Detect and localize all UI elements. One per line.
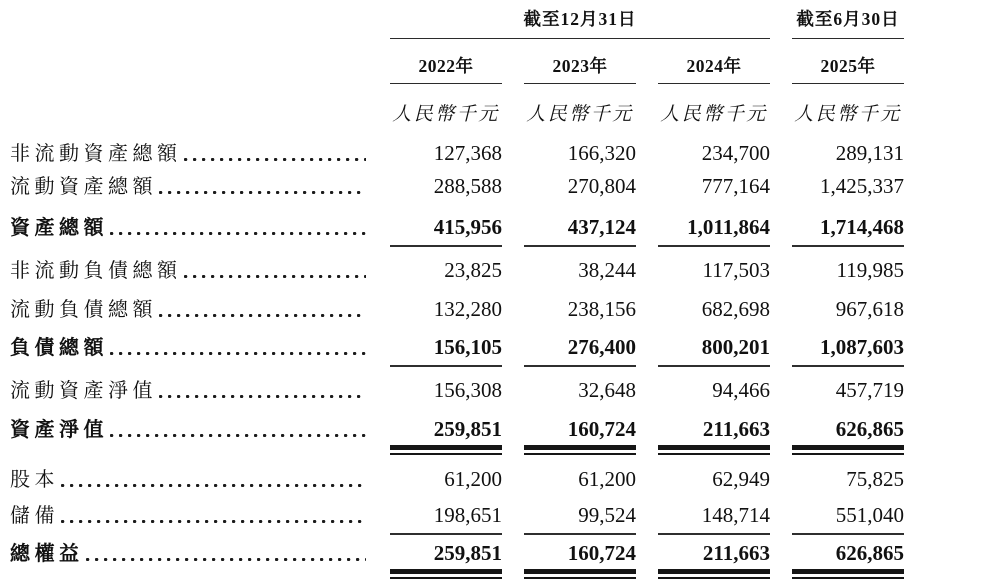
- value-2025: 967,618: [835, 297, 904, 321]
- value-2022: 259,851: [390, 542, 502, 579]
- unit-label: 人民幣千元: [392, 104, 500, 125]
- value-2025: 119,985: [836, 258, 904, 282]
- value-2025: 457,719: [835, 378, 904, 402]
- unit-label: 人民幣千元: [526, 104, 634, 125]
- value-2024: 682,698: [701, 297, 770, 321]
- value-2023: 238,156: [567, 297, 636, 321]
- value-2025: 626,865: [792, 418, 904, 455]
- value-2022: 156,308: [433, 378, 502, 402]
- value-2022: 415,956: [390, 216, 502, 247]
- value-2024: 234,700: [701, 141, 770, 165]
- value-2024: 117,503: [702, 258, 770, 282]
- period-group-jun30: 截至6月30日: [792, 6, 904, 39]
- value-2022: 198,651: [390, 504, 502, 535]
- dot-leader: [184, 275, 367, 278]
- value-2023: 166,320: [567, 141, 636, 165]
- value-2022: 156,105: [390, 336, 502, 367]
- year-header-2025: 2025年: [792, 53, 904, 84]
- row-label: 股本: [10, 469, 59, 491]
- dot-leader: [159, 191, 366, 194]
- value-2025: 75,825: [846, 467, 904, 491]
- table-row-total-current-liabilities: [10, 298, 904, 321]
- dot-leader: [110, 434, 366, 437]
- value-2024: 211,663: [658, 418, 770, 455]
- value-2023: 61,200: [578, 467, 636, 491]
- value-2023: 276,400: [524, 336, 636, 367]
- value-2024: 800,201: [658, 336, 770, 367]
- row-label: 流動負債總額: [10, 299, 157, 321]
- table-row-total-assets: [10, 216, 904, 247]
- row-label: 儲備: [10, 505, 59, 527]
- year-header-2022: 2022年: [390, 53, 502, 84]
- table-row-share-capital: [10, 468, 904, 491]
- table-row-total-liabilities: [10, 336, 904, 367]
- unit-label: 人民幣千元: [660, 104, 768, 125]
- value-2024: 148,714: [658, 504, 770, 535]
- value-2023: 437,124: [524, 216, 636, 247]
- dot-leader: [61, 520, 366, 523]
- table-row-net-current-assets: [10, 379, 904, 402]
- value-2025: 1,087,603: [792, 336, 904, 367]
- value-2022: 23,825: [444, 258, 502, 282]
- value-2022: 288,588: [433, 174, 502, 198]
- row-label: 非流動負債總額: [10, 260, 182, 282]
- row-label: 總權益: [10, 543, 84, 565]
- table-row-net-assets: [10, 418, 904, 455]
- value-2022: 127,368: [433, 141, 502, 165]
- dot-leader: [86, 558, 367, 561]
- table-row-total-non-current-liabilities: [10, 259, 904, 282]
- dot-leader: [159, 395, 366, 398]
- value-2024: 1,011,864: [658, 216, 770, 247]
- value-2025: 1,714,468: [792, 216, 904, 247]
- year-header-row: [10, 53, 904, 84]
- value-2025: 1,425,337: [820, 174, 904, 198]
- value-2023: 38,244: [578, 258, 636, 282]
- row-label: 非流動資產總額: [10, 143, 182, 165]
- unit-label: 人民幣千元: [794, 104, 902, 125]
- table-row-total-current-assets: [10, 175, 904, 198]
- dot-leader: [110, 352, 366, 355]
- dot-leader: [184, 158, 367, 161]
- value-2024: 62,949: [712, 467, 770, 491]
- dot-leader: [110, 232, 366, 235]
- value-2022: 61,200: [444, 467, 502, 491]
- value-2024: 777,164: [701, 174, 770, 198]
- row-label: 流動資產淨值: [10, 380, 157, 402]
- period-group-dec31: 截至12月31日: [390, 6, 770, 39]
- value-2025: 551,040: [792, 504, 904, 535]
- table-row-total-equity: [10, 542, 904, 579]
- value-2022: 132,280: [433, 297, 502, 321]
- row-label: 負債總額: [10, 337, 108, 359]
- value-2025: 289,131: [835, 141, 904, 165]
- dot-leader: [61, 484, 366, 487]
- year-header-2023: 2023年: [524, 53, 636, 84]
- value-2025: 626,865: [792, 542, 904, 579]
- value-2023: 160,724: [524, 542, 636, 579]
- value-2024: 211,663: [658, 542, 770, 579]
- value-2023: 32,648: [578, 378, 636, 402]
- unit-header-row: [10, 99, 904, 126]
- period-group-header-row: [10, 6, 904, 39]
- table-row-total-non-current-assets: [10, 142, 904, 165]
- value-2023: 160,724: [524, 418, 636, 455]
- value-2024: 94,466: [712, 378, 770, 402]
- year-header-2024: 2024年: [658, 53, 770, 84]
- value-2022: 259,851: [390, 418, 502, 455]
- value-2023: 270,804: [567, 174, 636, 198]
- table-row-reserves: [10, 504, 904, 535]
- row-label: 資產淨值: [10, 419, 108, 441]
- value-2023: 99,524: [524, 504, 636, 535]
- row-label: 流動資產總額: [10, 176, 157, 198]
- dot-leader: [159, 314, 366, 317]
- row-label: 資產總額: [10, 217, 108, 239]
